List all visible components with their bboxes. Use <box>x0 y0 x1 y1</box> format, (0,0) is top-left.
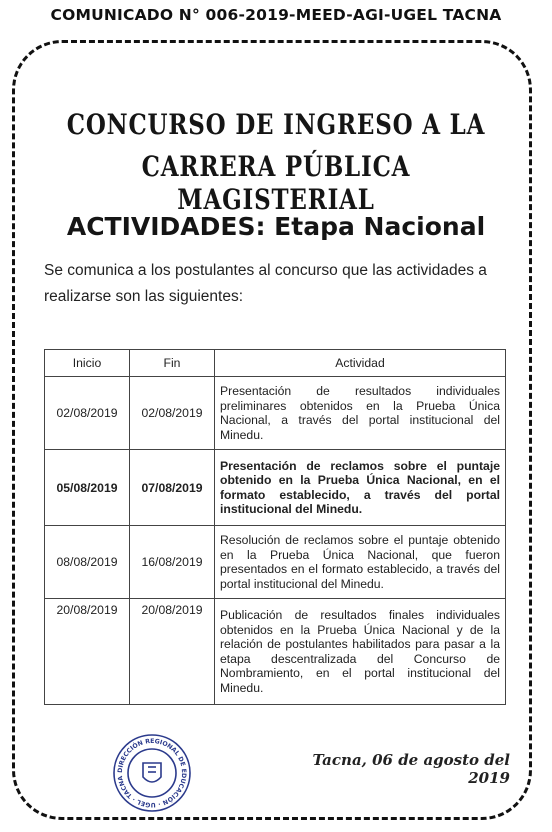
activity-cell: Publicación de resultados finales individuales obtenidos en la Prueba Única Nacional y de la relación de postulantes habilitados para pasar a la etapa descentralizada del Concurso de Nombramiento, en el portal institucional del Minedu. <box>215 599 506 705</box>
start-date-cell: 05/08/2019 <box>45 450 130 526</box>
table-row <box>45 377 506 450</box>
table-row <box>45 450 506 526</box>
intro-paragraph: Se comunica a los postulantes al concurso que las actividades a realizarse son las siguientes: <box>44 262 487 305</box>
official-seal-stamp <box>112 733 192 813</box>
place-date-signature: Tacna, 06 de agosto del 2019 <box>312 751 510 787</box>
end-date-cell: 16/08/2019 <box>130 526 215 599</box>
seal-outer-ring <box>114 735 190 811</box>
column-header-fin: Fin <box>130 350 215 377</box>
end-date-cell: 07/08/2019 <box>130 450 215 526</box>
column-header-inicio: Inicio <box>45 350 130 377</box>
end-date-cell: 20/08/2019 <box>130 599 215 705</box>
activities-table <box>44 349 506 705</box>
table-header-row <box>45 350 506 377</box>
document-title-line-2: CARRERA PÚBLICA MAGISTERIAL <box>141 150 411 216</box>
seal-text: DIRECCIÓN REGIONAL DE EDUCACIÓN · UGEL · TACNA <box>116 737 188 809</box>
start-date-cell: 02/08/2019 <box>45 377 130 450</box>
communique-number: COMUNICADO N° 006-2019-MEED-AGI-UGEL TACNA <box>50 6 502 24</box>
document-title-line-1: CONCURSO DE INGRESO A LA <box>66 108 486 141</box>
end-date-cell: 02/08/2019 <box>130 377 215 450</box>
table-row <box>45 599 506 705</box>
activity-cell: Resolución de reclamos sobre el puntaje obtenido en la Prueba Única Nacional, que fueron presentados en el formato establecido, a través del portal institucional del Minedu. <box>215 526 506 599</box>
start-date-cell: 20/08/2019 <box>45 599 130 705</box>
activity-cell: Presentación de reclamos sobre el puntaje obtenido en la Prueba Única Nacional, en el formato establecido, a través del portal institucional del Minedu. <box>215 450 506 526</box>
table-row <box>45 526 506 599</box>
activities-subtitle: ACTIVIDADES: Etapa Nacional <box>66 212 486 241</box>
seal-inner-ring <box>128 749 176 797</box>
start-date-cell: 08/08/2019 <box>45 526 130 599</box>
column-header-actividad: Actividad <box>215 350 506 377</box>
activity-cell: Presentación de resultados individuales preliminares obtenidos en la Prueba Única Nacional, a través del portal institucional del Minedu. <box>215 377 506 450</box>
